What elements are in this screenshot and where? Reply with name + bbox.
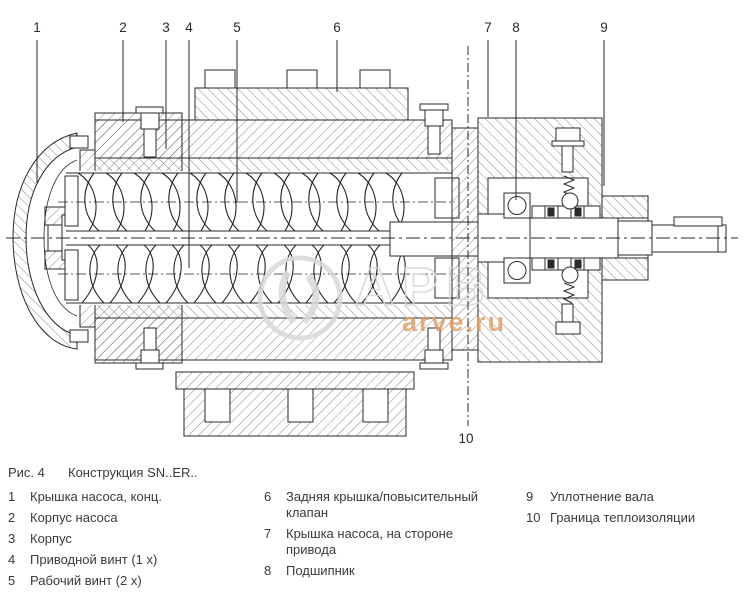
- callout-1: 1: [33, 20, 41, 35]
- callout-7: 7: [484, 20, 492, 35]
- legend-item: 6 Задняя крышка/повысительный клапан: [264, 489, 479, 520]
- callout-6: 6: [333, 20, 341, 35]
- legend-column-2: [264, 489, 502, 584]
- legend-item: 8 Подшипник: [264, 563, 355, 578]
- figure-title: Конструкция SN..ER..: [68, 465, 198, 480]
- legend-item: 9 Уплотнение вала: [526, 489, 654, 504]
- callout-2: 2: [119, 20, 127, 35]
- callout-4: 4: [185, 20, 193, 35]
- callout-8: 8: [512, 20, 520, 35]
- callout-3: 3: [162, 20, 170, 35]
- legend-column-3: [526, 489, 740, 531]
- legend-item: 4 Приводной винт (1 x): [8, 552, 158, 567]
- legend-item: 1 Крышка насоса, конц.: [8, 489, 162, 504]
- legend-item: 5 Рабочий винт (2 x): [8, 573, 142, 588]
- shaft-key: [674, 217, 722, 226]
- rear-cover: [195, 70, 408, 120]
- watermark-site: arve.ru: [402, 307, 507, 337]
- legend-item: 3 Корпус: [8, 531, 72, 546]
- legend-item: 2 Корпус насоса: [8, 510, 118, 525]
- base-foot: [176, 372, 414, 436]
- callout-10: 10: [458, 431, 474, 446]
- callout-9: 9: [600, 20, 608, 35]
- watermark-brand: АРВ: [355, 257, 494, 317]
- legend-item: 7 Крышка насоса, на стороне привода: [264, 526, 454, 557]
- figure-number: Рис. 4: [8, 465, 45, 480]
- callout-5: 5: [233, 20, 241, 35]
- legend-column-1: [8, 489, 258, 594]
- legend-item: 10 Граница теплоизоляции: [526, 510, 696, 525]
- figure-caption: [8, 465, 198, 480]
